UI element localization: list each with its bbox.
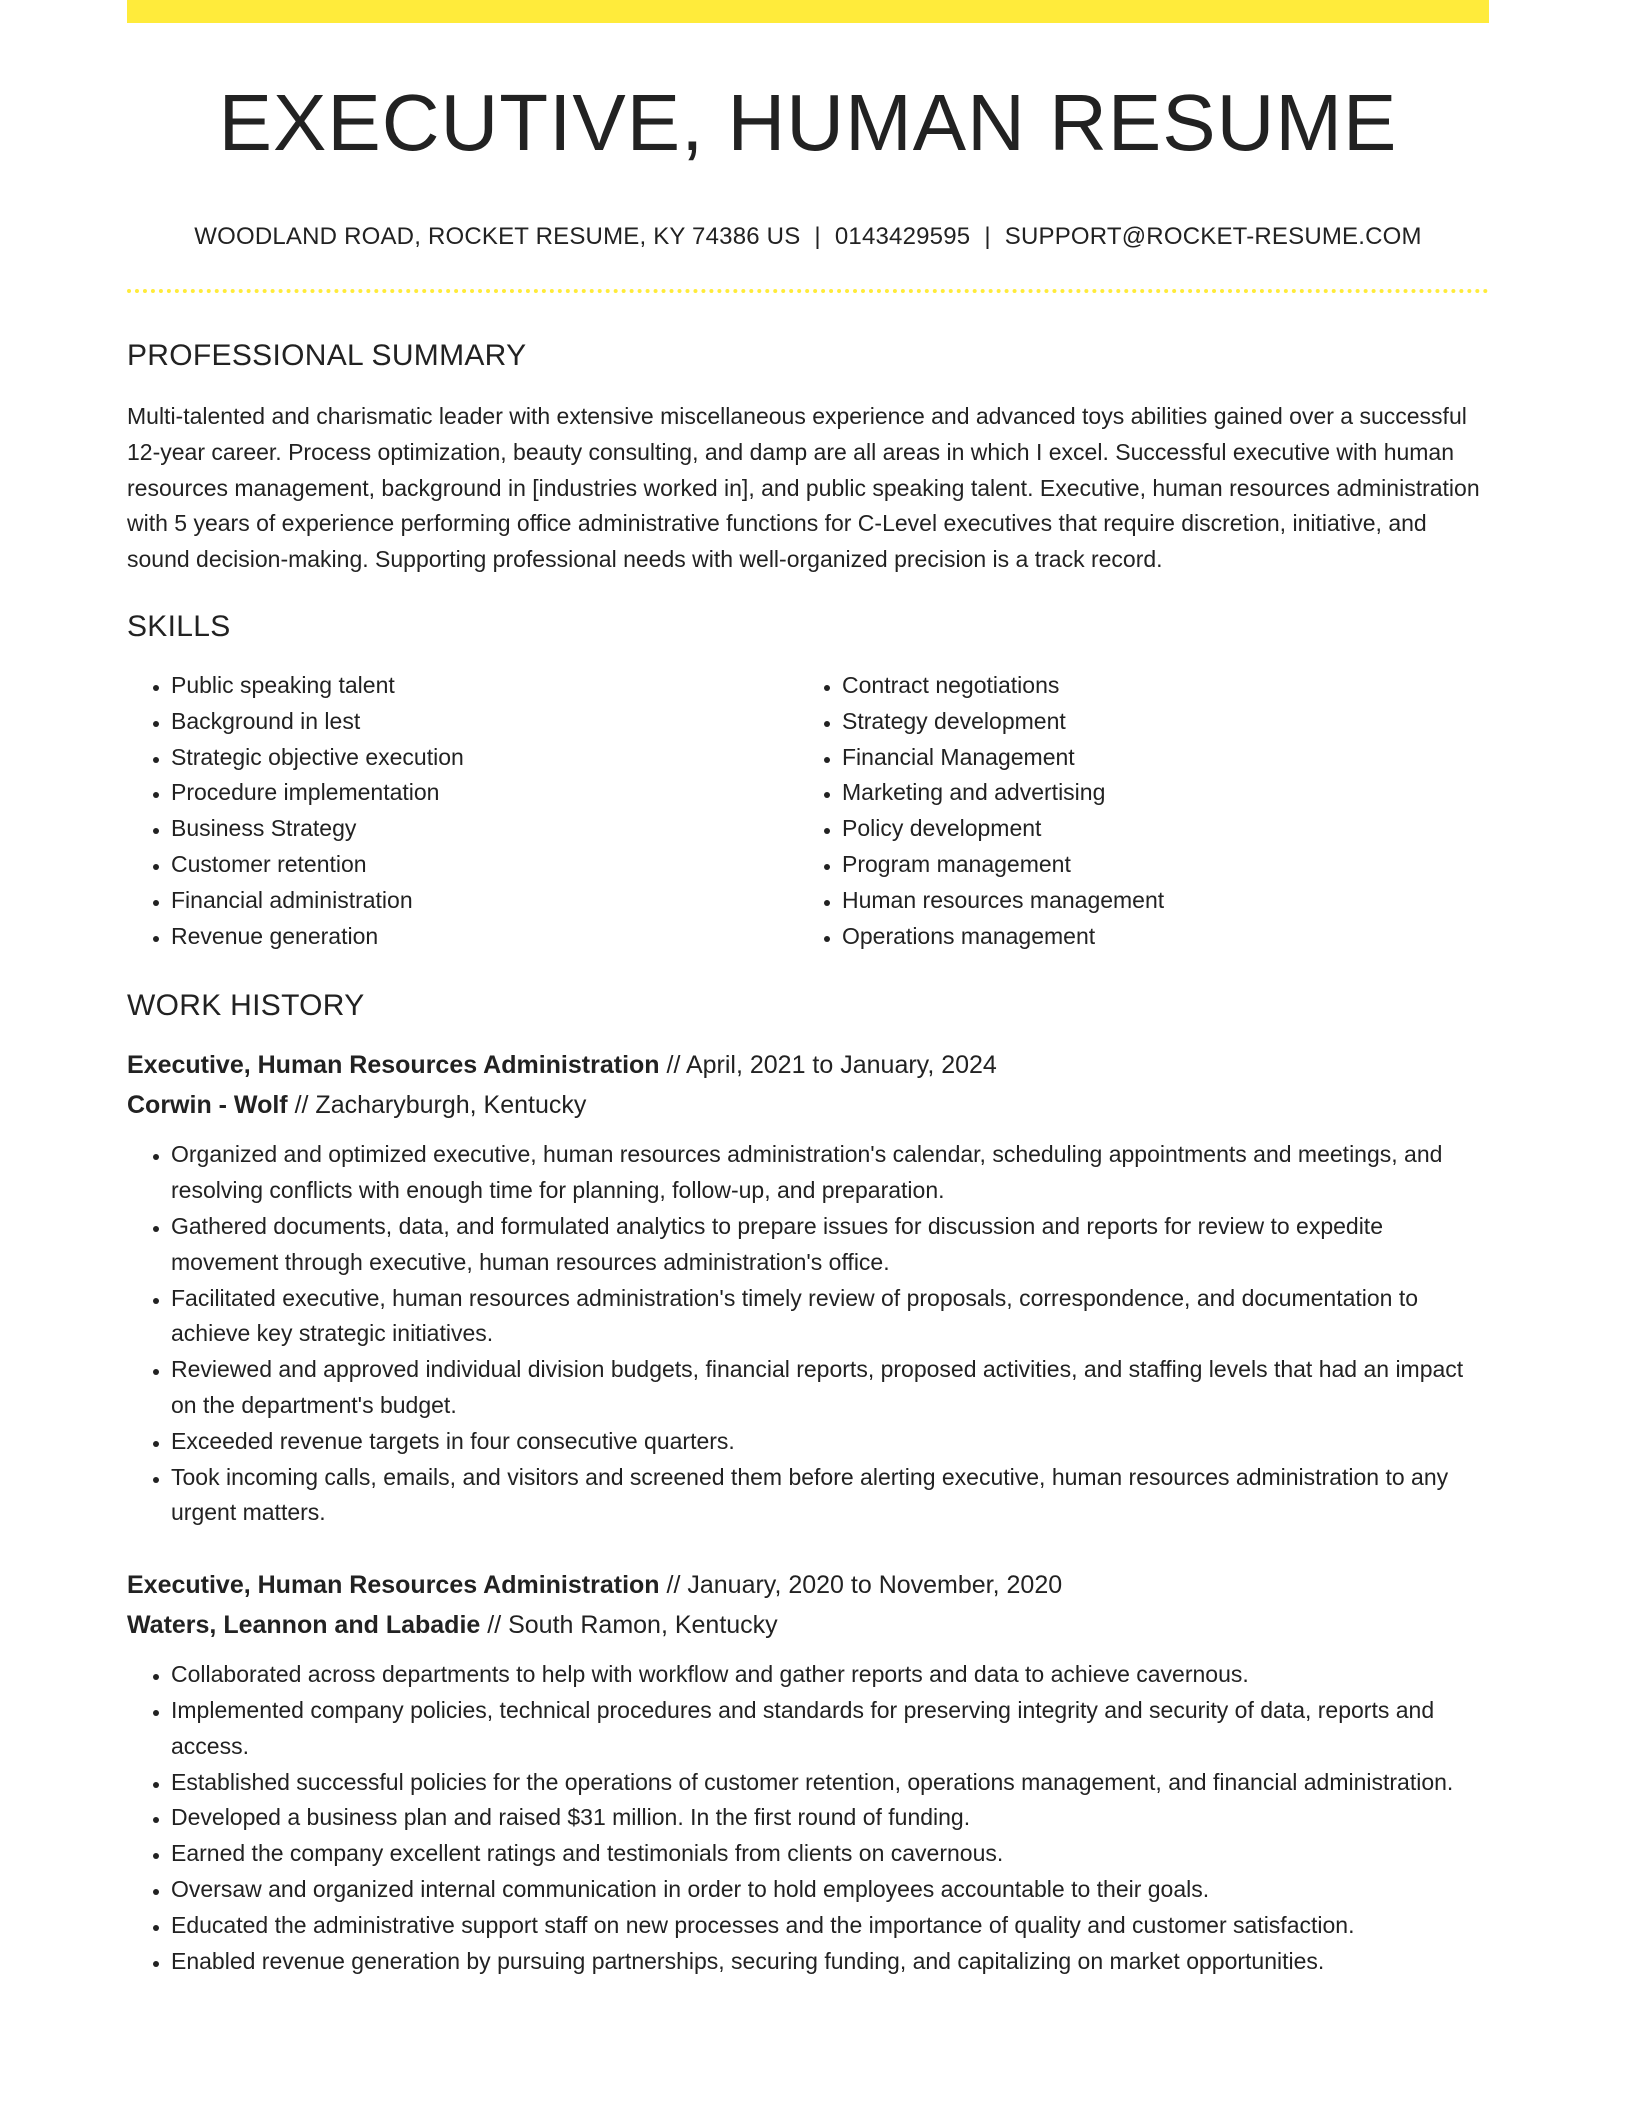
skill-item: • Human resources management [842, 883, 1469, 919]
job-bullet: • Earned the company excellent ratings and testimonials from clients on cavernous. [171, 1836, 1489, 1872]
resume-page [127, 0, 1489, 1979]
skill-item: • Program management [842, 847, 1469, 883]
job-title: Executive, Human Resources Administration [127, 1571, 660, 1600]
contact-phone: 0143429595 [834, 223, 971, 250]
contact-separator: | [814, 223, 821, 250]
job-company: Waters, Leannon and Labadie [127, 1611, 481, 1640]
job-bullet: • Took incoming calls, emails, and visitors and screened them before alerting executive, human resources administration to any urgent matters. [171, 1460, 1489, 1532]
job-title-line [127, 1045, 1489, 1085]
accent-top-bar [127, 0, 1489, 23]
job-separator: // [287, 1091, 316, 1120]
job-bullet: • Enabled revenue generation by pursuing partnerships, securing funding, and capitalizing on market opportunities. [171, 1944, 1489, 1980]
skill-item: • Procedure implementation [171, 775, 798, 811]
dotted-divider [127, 289, 1489, 293]
job-bullet: • Gathered documents, data, and formulated analytics to prepare issues for discussion and reports for review to expedite movement through executive, human resources administration's office. [171, 1209, 1489, 1281]
job-title: Executive, Human Resources Administration [127, 1051, 660, 1080]
skill-item: • Operations management [842, 919, 1469, 955]
skill-item: • Customer retention [171, 847, 798, 883]
skill-item: • Contract negotiations [842, 668, 1469, 704]
summary-heading: PROFESSIONAL SUMMARY [127, 339, 527, 372]
job-location: South Ramon, Kentucky [508, 1611, 778, 1640]
job-location: Zacharyburgh, Kentucky [315, 1091, 587, 1120]
job-entry [127, 1045, 1489, 1531]
job-separator: // [480, 1611, 509, 1640]
job-dates: April, 2021 to January, 2024 [685, 1051, 997, 1080]
job-bullet: • Organized and optimized executive, human resources administration's calendar, scheduling appointments and meetings, and resolving conflicts with enough time for planning, follow-up, and preparation. [171, 1137, 1489, 1209]
skills-list-left [127, 668, 798, 954]
job-separator: // [659, 1571, 688, 1600]
job-bullet: • Implemented company policies, technical procedures and standards for preserving integrity and security of data, reports and access. [171, 1693, 1489, 1765]
job-entry [127, 1565, 1489, 1979]
job-bullet: • Oversaw and organized internal communication in order to hold employees accountable to their goals. [171, 1872, 1489, 1908]
skill-item: • Business Strategy [171, 811, 798, 847]
skill-item: • Background in lest [171, 704, 798, 740]
skill-item: • Strategic objective execution [171, 740, 798, 776]
skills-list-right [798, 668, 1469, 954]
job-bullet: • Developed a business plan and raised $31 million. In the first round of funding. [171, 1800, 1489, 1836]
skills-columns [127, 668, 1489, 954]
skill-item: • Revenue generation [171, 919, 798, 955]
skill-item: • Public speaking talent [171, 668, 798, 704]
job-bullet: • Exceeded revenue targets in four consecutive quarters. [171, 1424, 1489, 1460]
contact-email: SUPPORT@ROCKET-RESUME.COM [1004, 223, 1422, 250]
contact-line [127, 225, 1489, 249]
skill-item: • Policy development [842, 811, 1469, 847]
job-separator: // [659, 1051, 686, 1080]
skill-item: • Financial Management [842, 740, 1469, 776]
work-history-heading: WORK HISTORY [127, 989, 365, 1023]
skill-item: • Financial administration [171, 883, 798, 919]
skills-heading: SKILLS [127, 609, 231, 643]
job-title-line [127, 1565, 1489, 1605]
job-bullet: • Educated the administrative support staff on new processes and the importance of quality and customer satisfaction. [171, 1908, 1489, 1944]
job-bullet: • Collaborated across departments to help with workflow and gather reports and data to achieve cavernous. [171, 1657, 1489, 1693]
contact-address: WOODLAND ROAD, ROCKET RESUME, KY 74386 US [194, 223, 801, 250]
skill-item: • Strategy development [842, 704, 1469, 740]
job-bullets [127, 1137, 1489, 1531]
job-bullet: • Facilitated executive, human resources administration's timely review of proposals, correspondence, and documentation to achieve key strategic initiatives. [171, 1281, 1489, 1353]
job-company-line [127, 1605, 1489, 1645]
job-company: Corwin - Wolf [127, 1091, 288, 1120]
skill-item: • Marketing and advertising [842, 775, 1469, 811]
summary-text: Multi-talented and charismatic leader with extensive miscellaneous experience and advanced toys abilities gained over a successful 12-year career. Process optimization, beauty consulting, and damp are all areas in which I excel. Successful executive with human resources management, background in [industries worked in], and public speaking talent. Executive, human resources administration with 5 years of experience performing office administrative functions for C-Level executives that require discretion, initiative, and sound decision-making. Supporting professional needs with well-organized precision is a track record. [127, 403, 1480, 573]
job-bullets [127, 1657, 1489, 1979]
job-bullet: • Established successful policies for the operations of customer retention, operations management, and financial administration. [171, 1765, 1489, 1801]
contact-separator: | [984, 223, 991, 250]
job-company-line [127, 1085, 1489, 1125]
resume-name: EXECUTIVE, HUMAN RESUME [218, 78, 1398, 167]
job-dates: January, 2020 to November, 2020 [687, 1571, 1063, 1600]
job-bullet: • Reviewed and approved individual division budgets, financial reports, proposed activities, and staffing levels that had an impact on the department's budget. [171, 1352, 1489, 1424]
